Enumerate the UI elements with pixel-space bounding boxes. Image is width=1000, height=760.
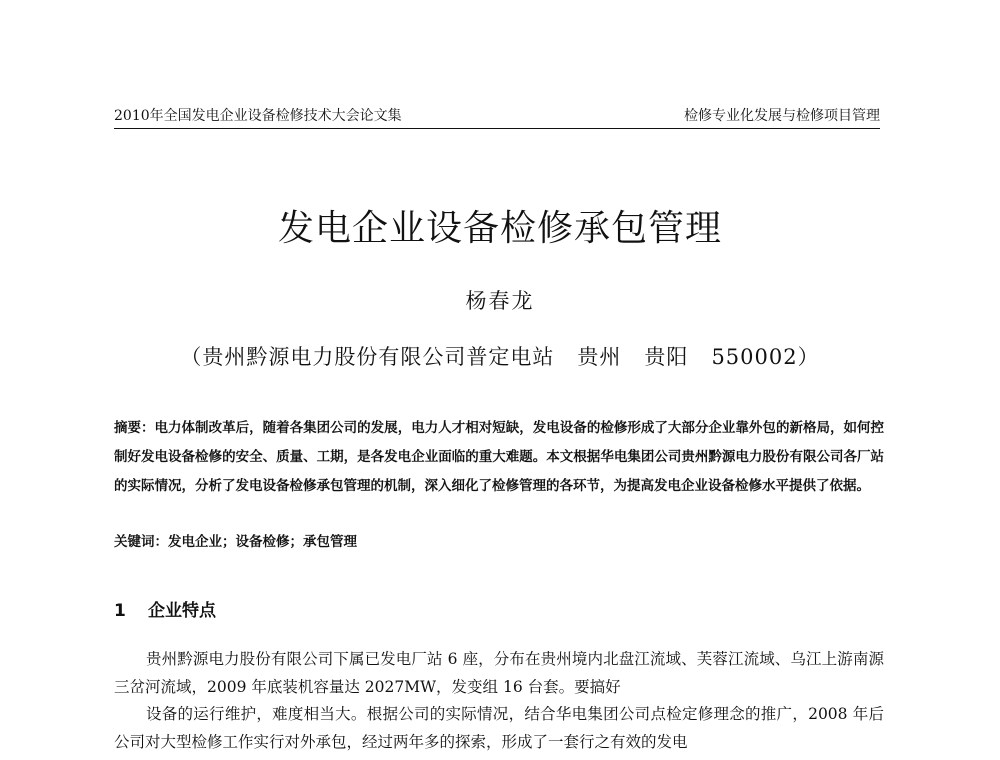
section-number: 1 [114,601,126,621]
header-section-title: 检修专业化发展与检修项目管理 [684,108,880,124]
body-paragraph: 贵州黔源电力股份有限公司下属已发电厂站 6 座，分布在贵州境内北盘江流域、芙蓉江流域、乌江上游南源三岔河流域，2009 年底装机容量达 2027MW，发变组 16 台套。要搞好 [114,650,884,696]
keywords [114,530,884,554]
author-affiliation [0,342,1000,372]
header-proceedings-title: 2010年全国发电企业设备检修技术大会论文集 [114,108,402,124]
abstract-text: 电力体制改革后，随着各集团公司的发展，电力人才相对短缺，发电设备的检修形成了大部分企业靠外包的新格局，如何控制好发电设备检修的安全、质量、工期，是各发电企业面临的重大难题。本文根据华电集团公司贵州黔源电力股份有限公司各厂站的实际情况，分析了发电设备检修承包管理的机制，深入细化了检修管理的各环节，为提高发电企业设备检修水平提供了依据。 [114,420,885,494]
keywords-text: 发电企业；设备检修；承包管理 [168,534,357,550]
abstract [114,414,884,501]
section-title: 企业特点 [148,601,216,621]
body-paragraph: 设备的运行维护，难度相当大。根据公司的实际情况，结合华电集团公司点检定修理念的推广，2008 年后公司对大型检修工作实行对外承包，经过两年多的探索，形成了一套行之有效的发电 [114,705,884,751]
running-header [114,106,880,129]
affiliation-text: （贵州黔源电力股份有限公司普定电站 贵州 贵阳 550002） [180,345,820,369]
author-name: 杨春龙 [465,289,535,313]
section-heading [114,598,216,624]
abstract-label: 摘要： [114,420,155,436]
keywords-label: 关键词： [114,534,168,550]
body-text [114,646,884,756]
paper-title: 发电企业设备检修承包管理 [277,208,722,249]
